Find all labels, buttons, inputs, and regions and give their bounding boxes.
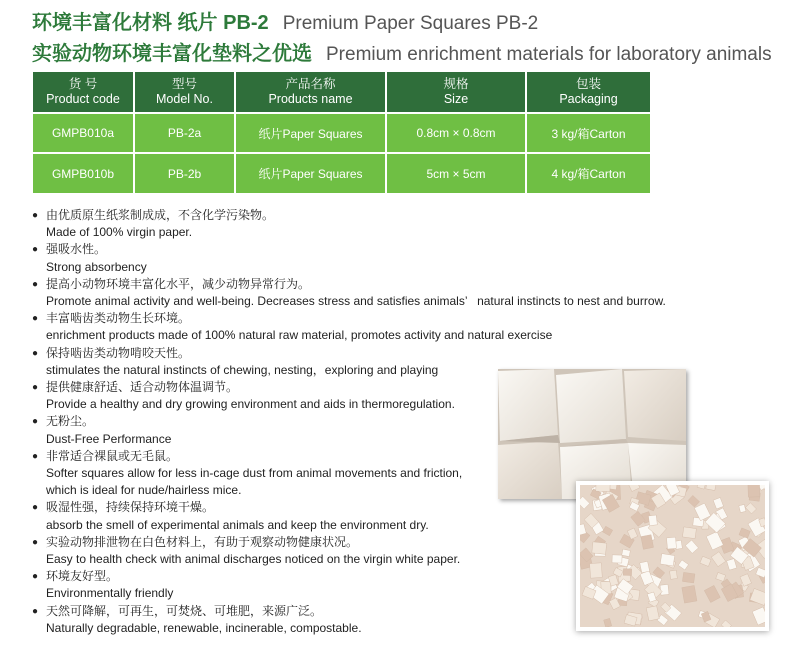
large-paper-squares-photo bbox=[498, 369, 686, 499]
list-item: ● 强吸水性。 Strong absorbency bbox=[32, 242, 147, 274]
table-cell: 纸片Paper Squares bbox=[235, 153, 386, 193]
table-cell: GMPB010b bbox=[33, 153, 134, 193]
bullet-icon: ● bbox=[32, 313, 39, 325]
subtitle-row bbox=[32, 37, 772, 66]
table-cell: 3 kg/箱Carton bbox=[526, 113, 650, 153]
bullet-icon: ● bbox=[32, 605, 39, 617]
list-item: ● 实验动物排泄物在白色材料上，有助于观察动物健康状况。 Easy to health check with animal discharges noticed on the virgin white paper. bbox=[32, 534, 461, 567]
column-header-model-no: 型号 Model No. bbox=[134, 72, 235, 113]
table-cell: PB-2a bbox=[134, 113, 235, 153]
bullet-icon: ● bbox=[32, 210, 39, 221]
list-item: ● 天然可降解，可再生，可焚烧、可堆肥，来源广泛。 Naturally degradable, renewable, incinerable, compostable. bbox=[32, 603, 362, 635]
list-item: ● 环境友好型。 Environmentally friendly bbox=[32, 569, 174, 601]
column-header-packaging: 包装 Packaging bbox=[526, 72, 650, 113]
column-header-product-code: 货 号 Product code bbox=[33, 72, 134, 113]
list-item: ● 丰富啮齿类动物生长环境。 enrichment products made of 100% natural raw material, promotes activity and natural exercise bbox=[32, 311, 553, 343]
page-subtitle-en: Premium enrichment materials for laboratory animals bbox=[326, 44, 772, 65]
column-header-size: 规格 Size bbox=[386, 72, 526, 113]
list-item: ● 保持啮齿类动物啃咬天性。 stimulates the natural instincts of chewing, nesting，exploring and playing bbox=[32, 345, 439, 377]
bullet-icon: ● bbox=[32, 244, 39, 256]
small-paper-squares-photo bbox=[576, 481, 769, 631]
product-spec-table bbox=[33, 72, 650, 193]
table-cell: GMPB010a bbox=[33, 113, 134, 153]
table-cell: PB-2b bbox=[134, 153, 235, 193]
table-row bbox=[33, 153, 650, 193]
table-row bbox=[33, 113, 650, 153]
bullet-icon: ● bbox=[32, 571, 39, 583]
bullet-icon: ● bbox=[32, 416, 39, 428]
bullet-icon: ● bbox=[32, 536, 39, 548]
page-title-cn: 环境丰富化材料 纸片 PB-2 bbox=[32, 12, 269, 34]
bullet-icon: ● bbox=[32, 502, 39, 514]
table-cell: 纸片Paper Squares bbox=[235, 113, 386, 153]
bullet-icon: ● bbox=[32, 347, 39, 359]
list-item: ● 非常适合裸鼠或无毛鼠。 Softer squares allow for less in-cage dust from animal movements and friction, which is ideal for nude/hairless mice. bbox=[32, 448, 463, 498]
list-item: ● 无粉尘。 Dust-Free Performance bbox=[32, 414, 172, 446]
page-title-en: Premium Paper Squares PB-2 bbox=[282, 13, 539, 34]
list-item: ● 吸湿性强，持续保持环境干燥。 absorb the smell of experimental animals and keep the environment dry. bbox=[32, 500, 429, 532]
column-header-products-name: 产品名称 Products name bbox=[235, 72, 386, 113]
list-item: ● 由优质原生纸浆制成成，不含化学污染物。 Made of 100% virgin paper. bbox=[32, 208, 275, 240]
list-item: ● 提高小动物环境丰富化水平，减少动物异常行为。 Promote animal activity and well-being. Decreases stress and satisfies animals’ natural instincts to nest and burrow. bbox=[32, 276, 666, 309]
table-cell: 4 kg/箱Carton bbox=[526, 153, 650, 193]
list-item: ● 提供健康舒适、适合动物体温调节。 Provide a healthy and dry growing environment and aids in thermoregulation. bbox=[32, 380, 455, 412]
table-cell: 0.8cm × 0.8cm bbox=[386, 113, 526, 153]
table-header-row bbox=[33, 72, 650, 113]
bullet-icon: ● bbox=[32, 278, 39, 290]
page-subtitle-cn: 实验动物环境丰富化垫料之优选 bbox=[32, 43, 312, 65]
bullet-icon: ● bbox=[32, 382, 39, 394]
bullet-icon: ● bbox=[32, 450, 39, 462]
table-cell: 5cm × 5cm bbox=[386, 153, 526, 193]
title-row bbox=[32, 6, 538, 35]
